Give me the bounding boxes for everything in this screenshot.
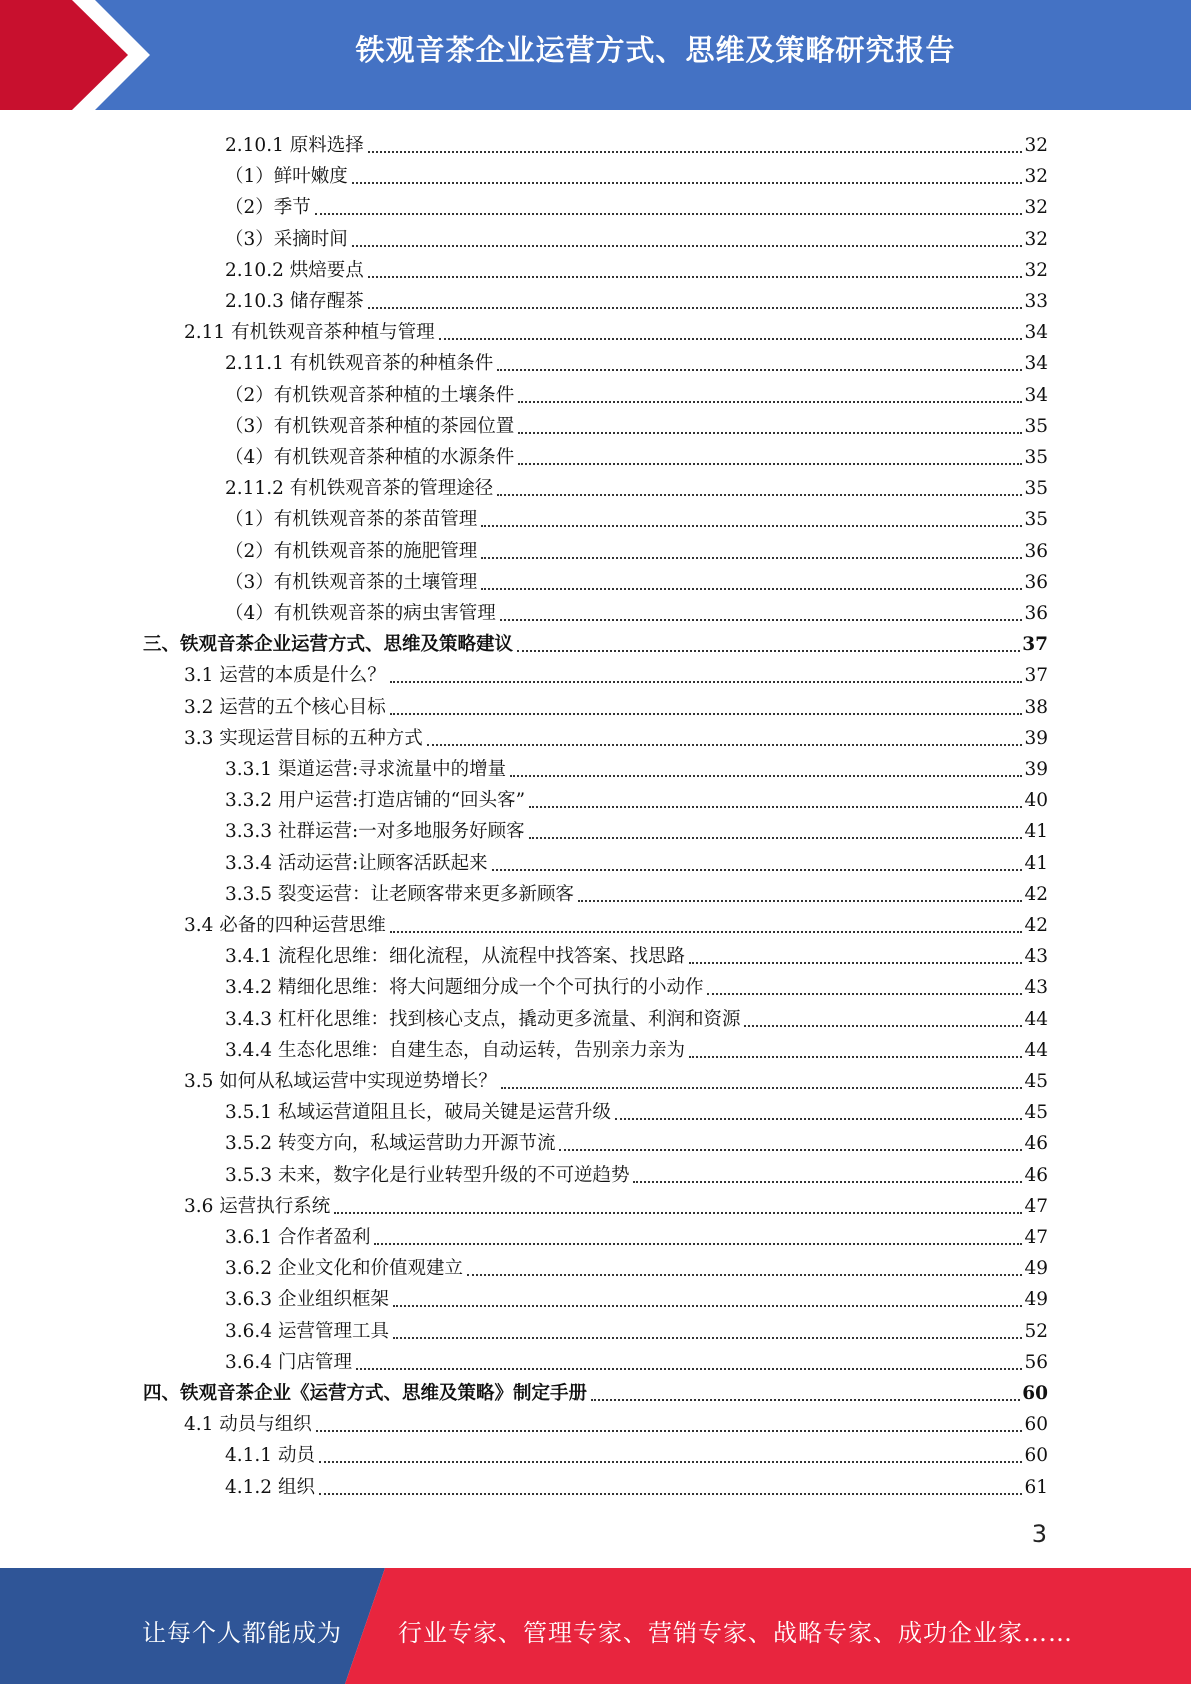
toc-entry-title: 3.6 运营执行系统 — [184, 1196, 331, 1217]
toc-entry-title: 3.3.5 裂变运营：让老顾客带来更多新顾客 — [225, 884, 574, 905]
toc-entry-title: 3.6.3 企业组织框架 — [225, 1289, 389, 1310]
toc-dot-leader — [352, 244, 1023, 247]
toc-entry[interactable] — [225, 1438, 1048, 1469]
toc-entry[interactable] — [225, 190, 1048, 221]
toc-dot-leader — [316, 1429, 1023, 1432]
toc-entry-page: 32 — [1024, 229, 1048, 250]
toc-entry[interactable] — [225, 284, 1048, 315]
toc-dot-leader — [368, 150, 1023, 153]
toc-entry[interactable] — [143, 1376, 1048, 1407]
toc-dot-leader — [319, 1460, 1023, 1463]
toc-entry-page: 60 — [1024, 1445, 1048, 1466]
toc-entry-page: 44 — [1024, 1040, 1048, 1061]
toc-entry-page: 38 — [1024, 697, 1048, 718]
toc-entry-title: （2）有机铁观音茶的施肥管理 — [225, 541, 478, 562]
footer-slogan-left: 让每个人都能成为 — [142, 1619, 342, 1647]
toc-entry-title: （4）有机铁观音茶种植的水源条件 — [225, 447, 515, 468]
toc-entry-title: 4.1.2 组织 — [225, 1477, 315, 1498]
toc-entry-page: 32 — [1024, 260, 1048, 281]
toc-entry-title: 3.6.2 企业文化和价值观建立 — [225, 1258, 463, 1279]
toc-dot-leader — [615, 1117, 1022, 1120]
toc-entry[interactable] — [184, 315, 1048, 346]
toc-entry-page: 46 — [1024, 1165, 1048, 1186]
toc-entry[interactable] — [184, 908, 1048, 939]
toc-entry[interactable] — [225, 1345, 1048, 1376]
toc-entry[interactable] — [225, 877, 1048, 908]
toc-entry[interactable] — [184, 1189, 1048, 1220]
toc-entry[interactable] — [225, 534, 1048, 565]
toc-entry-title: （3）有机铁观音茶种植的茶园位置 — [225, 416, 515, 437]
toc-entry-page: 46 — [1024, 1133, 1048, 1154]
toc-entry-page: 42 — [1024, 884, 1048, 905]
toc-entry[interactable] — [184, 658, 1048, 689]
toc-entry-title: 3.6.4 运营管理工具 — [225, 1321, 389, 1342]
toc-entry-title: 3.2 运营的五个核心目标 — [184, 697, 386, 718]
toc-dot-leader — [500, 618, 1023, 621]
toc-dot-leader — [689, 961, 1022, 964]
toc-dot-leader — [390, 712, 1023, 715]
toc-dot-leader — [559, 1148, 1022, 1151]
toc-entry-title: 3.3.2 用户运营:打造店铺的“回头客” — [225, 790, 526, 811]
toc-entry-title: 3.5 如何从私域运营中实现逆势增长？ — [184, 1071, 497, 1092]
toc-entry-page: 37 — [1024, 665, 1048, 686]
toc-dot-leader — [356, 1367, 1023, 1370]
toc-entry-page: 36 — [1024, 572, 1048, 593]
toc-entry-page: 34 — [1024, 385, 1048, 406]
toc-entry[interactable] — [225, 1033, 1048, 1064]
toc-entry[interactable] — [225, 1282, 1048, 1313]
toc-entry-page: 35 — [1024, 416, 1048, 437]
toc-entry-page: 52 — [1024, 1321, 1048, 1342]
toc-dot-leader — [315, 212, 1023, 215]
toc-dot-leader — [368, 306, 1023, 309]
toc-dot-leader — [518, 431, 1022, 434]
toc-dot-leader — [744, 1024, 1022, 1027]
toc-entry[interactable] — [184, 690, 1048, 721]
toc-entry-page: 34 — [1024, 353, 1048, 374]
toc-entry-title: 3.4.1 流程化思维：细化流程，从流程中找答案、找思路 — [225, 946, 685, 967]
footer-slogan-right: 行业专家、管理专家、营销专家、战略专家、成功企业家…… — [398, 1619, 1073, 1647]
toc-entry[interactable] — [225, 752, 1048, 783]
toc-entry[interactable] — [184, 1064, 1048, 1095]
toc-entry[interactable] — [225, 596, 1048, 627]
toc-entry[interactable] — [225, 409, 1048, 440]
toc-dot-leader — [334, 1211, 1022, 1214]
toc-entry[interactable] — [143, 627, 1048, 658]
toc-dot-leader — [707, 992, 1022, 995]
toc-entry-page: 39 — [1024, 759, 1048, 780]
toc-dot-leader — [319, 1492, 1023, 1495]
toc-dot-leader — [481, 524, 1022, 527]
toc-entry-page: 35 — [1024, 509, 1048, 530]
toc-entry-page: 33 — [1024, 291, 1048, 312]
toc-entry-page: 41 — [1024, 853, 1048, 874]
toc-entry[interactable] — [225, 1095, 1048, 1126]
toc-entry[interactable] — [225, 970, 1048, 1001]
toc-dot-leader — [501, 1086, 1023, 1089]
toc-entry-title: 2.11.1 有机铁观音茶的种植条件 — [225, 353, 494, 374]
toc-entry[interactable] — [225, 1002, 1048, 1033]
toc-dot-leader — [467, 1273, 1022, 1276]
toc-dot-leader — [390, 680, 1023, 683]
toc-entry[interactable] — [225, 471, 1048, 502]
toc-entry-page: 45 — [1024, 1071, 1048, 1092]
toc-entry-title: 2.11.2 有机铁观音茶的管理途径 — [225, 478, 494, 499]
toc-entry-page: 32 — [1024, 135, 1048, 156]
toc-dot-leader — [497, 493, 1022, 496]
toc-entry-page: 49 — [1024, 1258, 1048, 1279]
toc-entry-title: 4.1.1 动员 — [225, 1445, 315, 1466]
toc-entry-title: 3.3.1 渠道运营:寻求流量中的增量 — [225, 759, 507, 780]
toc-entry-title: 4.1 动员与组织 — [184, 1414, 312, 1435]
toc-entry-page: 41 — [1024, 821, 1048, 842]
toc-entry-title: 3.5.2 转变方向，私域运营助力开源节流 — [225, 1133, 556, 1154]
toc-entry-title: 3.4.3 杠杆化思维：找到核心支点，撬动更多流量、利润和资源 — [225, 1009, 741, 1030]
toc-entry[interactable] — [225, 1314, 1048, 1345]
toc-entry[interactable] — [225, 1126, 1048, 1157]
toc-entry-title: （3）采摘时间 — [225, 229, 348, 250]
toc-entry-title: 2.11 有机铁观音茶种植与管理 — [184, 322, 435, 343]
toc-dot-leader — [352, 181, 1023, 184]
toc-entry-title: 三、铁观音茶企业运营方式、思维及策略建议 — [143, 634, 514, 655]
toc-entry[interactable] — [225, 346, 1048, 377]
toc-dot-leader — [492, 868, 1023, 871]
toc-entry-page: 47 — [1024, 1227, 1048, 1248]
toc-entry[interactable] — [225, 1220, 1048, 1251]
toc-dot-leader — [518, 462, 1022, 465]
toc-dot-leader — [529, 805, 1022, 808]
toc-entry-page: 39 — [1024, 728, 1048, 749]
toc-entry-page: 35 — [1024, 478, 1048, 499]
toc-entry-title: 3.3.4 活动运营:让顾客活跃起来 — [225, 853, 488, 874]
toc-entry-page: 35 — [1024, 447, 1048, 468]
toc-entry[interactable] — [225, 783, 1048, 814]
toc-entry-title: 3.5.1 私域运营道阻且长，破局关键是运营升级 — [225, 1102, 611, 1123]
toc-entry-title: 3.6.4 门店管理 — [225, 1352, 352, 1373]
toc-dot-leader — [427, 743, 1023, 746]
toc-entry-page: 44 — [1024, 1009, 1048, 1030]
toc-entry-title: 3.6.1 合作者盈利 — [225, 1227, 371, 1248]
page-number: 3 — [1031, 1520, 1047, 1548]
toc-dot-leader — [374, 1242, 1022, 1245]
page-footer — [0, 1568, 1191, 1684]
toc-entry-page: 34 — [1024, 322, 1048, 343]
toc-entry[interactable] — [225, 159, 1048, 190]
toc-entry-page: 40 — [1024, 790, 1048, 811]
toc-dot-leader — [393, 1304, 1022, 1307]
toc-entry-title: （3）有机铁观音茶的土壤管理 — [225, 572, 478, 593]
toc-dot-leader — [518, 400, 1022, 403]
toc-entry-title: 3.5.3 未来，数字化是行业转型升级的不可逆趋势 — [225, 1165, 630, 1186]
toc-entry-title: （1）有机铁观音茶的茶苗管理 — [225, 509, 478, 530]
document-title: 铁观音茶企业运营方式、思维及策略研究报告 — [355, 33, 956, 67]
toc-dot-leader — [578, 899, 1022, 902]
toc-dot-leader — [368, 275, 1023, 278]
toc-entry-page: 45 — [1024, 1102, 1048, 1123]
toc-entry-title: 3.3 实现运营目标的五种方式 — [184, 728, 423, 749]
toc-entry[interactable] — [225, 1158, 1048, 1189]
toc-entry[interactable] — [225, 502, 1048, 533]
toc-entry-page: 47 — [1024, 1196, 1048, 1217]
toc-dot-leader — [633, 1180, 1022, 1183]
toc-dot-leader — [529, 836, 1023, 839]
toc-entry-title: 3.3.3 社群运营:一对多地服务好顾客 — [225, 821, 525, 842]
toc-entry-page: 43 — [1024, 977, 1048, 998]
toc-entry[interactable] — [225, 253, 1048, 284]
toc-dot-leader — [393, 1336, 1022, 1339]
toc-dot-leader — [481, 587, 1022, 590]
toc-dot-leader — [439, 337, 1023, 340]
toc-entry-title: 2.10.3 储存醒茶 — [225, 291, 364, 312]
toc-entry-page: 56 — [1024, 1352, 1048, 1373]
toc-dot-leader — [481, 556, 1022, 559]
toc-entry[interactable] — [225, 378, 1048, 409]
toc-dot-leader — [517, 649, 1020, 652]
toc-entry-title: 四、铁观音茶企业《运营方式、思维及策略》制定手册 — [143, 1383, 588, 1404]
toc-entry-page: 32 — [1024, 166, 1048, 187]
toc-entry-title: （4）有机铁观音茶的病虫害管理 — [225, 603, 496, 624]
toc-entry-title: 3.4.2 精细化思维：将大问题细分成一个个可执行的小动作 — [225, 977, 704, 998]
toc-entry[interactable] — [225, 440, 1048, 471]
toc-entry-page: 60 — [1022, 1383, 1048, 1404]
toc-dot-leader — [390, 930, 1023, 933]
toc-entry[interactable] — [225, 939, 1048, 970]
toc-entry-title: （2）有机铁观音茶种植的土壤条件 — [225, 385, 515, 406]
toc-entry-page: 42 — [1024, 915, 1048, 936]
toc-entry[interactable] — [184, 1407, 1048, 1438]
toc-entry[interactable] — [225, 1470, 1048, 1501]
toc-entry-page: 61 — [1024, 1477, 1048, 1498]
toc-dot-leader — [591, 1398, 1020, 1401]
toc-entry[interactable] — [225, 222, 1048, 253]
toc-entry-title: 3.4 必备的四种运营思维 — [184, 915, 386, 936]
toc-entry-title: （2）季节 — [225, 197, 311, 218]
toc-entry-page: 49 — [1024, 1289, 1048, 1310]
toc-entry-title: 2.10.1 原料选择 — [225, 135, 364, 156]
toc-entry-page: 32 — [1024, 197, 1048, 218]
toc-entry[interactable] — [225, 128, 1048, 159]
toc-entry-page: 36 — [1024, 603, 1048, 624]
toc-entry-page: 60 — [1024, 1414, 1048, 1435]
toc-entry[interactable] — [225, 846, 1048, 877]
toc-entry-title: 2.10.2 烘焙要点 — [225, 260, 364, 281]
toc-entry-page: 36 — [1024, 541, 1048, 562]
toc-entry[interactable] — [225, 814, 1048, 845]
toc-entry[interactable] — [184, 721, 1048, 752]
toc-entry-page: 43 — [1024, 946, 1048, 967]
toc-entry-page: 37 — [1022, 634, 1048, 655]
toc-dot-leader — [497, 368, 1022, 371]
toc-entry[interactable] — [225, 1251, 1048, 1282]
toc-dot-leader — [689, 1055, 1022, 1058]
toc-dot-leader — [510, 774, 1022, 777]
toc-entry[interactable] — [225, 565, 1048, 596]
toc-entry-title: 3.1 运营的本质是什么？ — [184, 665, 386, 686]
toc-entry-title: （1）鲜叶嫩度 — [225, 166, 348, 187]
page-header — [0, 0, 1191, 110]
toc-entry-title: 3.4.4 生态化思维：自建生态，自动运转，告别亲力亲为 — [225, 1040, 685, 1061]
